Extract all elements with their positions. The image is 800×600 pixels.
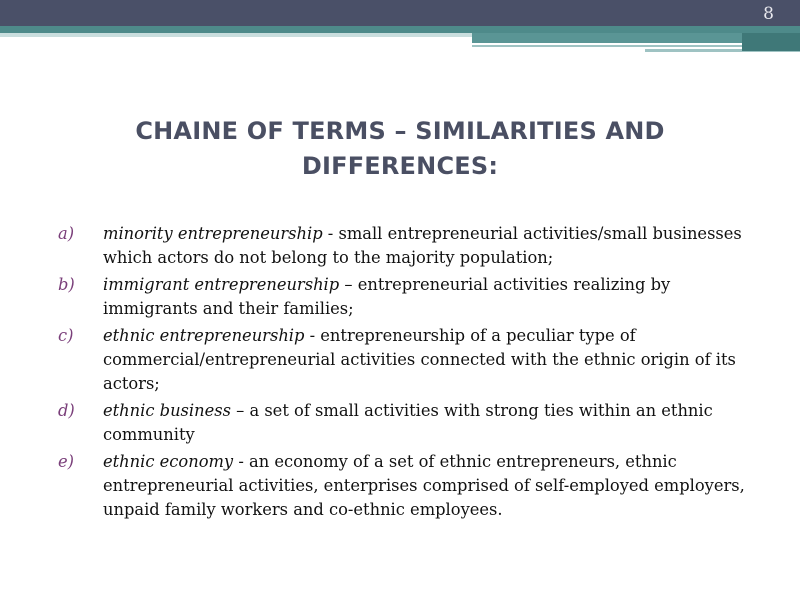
header-band-line <box>472 45 742 47</box>
slide-title: CHAINE OF TERMS – SIMILARITIES AND DIFFERENCES: <box>135 117 665 180</box>
term-definition: - an economy of a set of ethnic entrepreneurs, ethnic entrepreneurial activities, enterprises comprised of self-employed employers, unpaid family workers and co-ethnic employees. <box>103 452 745 519</box>
term-name: ethnic entrepreneurship <box>103 326 305 345</box>
list-marker: e) <box>58 452 74 471</box>
header-bar <box>0 0 800 26</box>
list-marker: d) <box>58 401 75 420</box>
term-definition: – a set of small activities with strong ties within an ethnic community <box>103 401 713 444</box>
header-band-light <box>0 33 472 37</box>
header-corner-block <box>742 33 800 51</box>
list-item <box>58 450 768 522</box>
list-item <box>58 399 768 447</box>
slide-number: 8 <box>763 4 774 24</box>
term-name: ethnic business <box>103 401 231 420</box>
list-item <box>58 324 768 396</box>
list-item <box>58 222 768 270</box>
term-definition: – entrepreneurial activities realizing by immigrants and their families; <box>103 275 671 318</box>
list-marker: a) <box>58 224 75 243</box>
list-marker: c) <box>58 326 74 345</box>
list-item <box>58 273 768 321</box>
term-name: ethnic economy <box>103 452 234 471</box>
term-name: minority entrepreneurship <box>103 224 323 243</box>
list-marker: b) <box>58 275 75 294</box>
term-name: immigrant entrepreneurship <box>103 275 340 294</box>
term-definition: - entrepreneurship of a peculiar type of commercial/entrepreneurial activities connected with the ethnic origin of its actors; <box>103 326 736 393</box>
header-band-teal <box>0 26 800 33</box>
term-definition: - small entrepreneurial activities/small businesses which actors do not belong to the majority population; <box>103 224 742 267</box>
terms-list <box>58 222 768 525</box>
